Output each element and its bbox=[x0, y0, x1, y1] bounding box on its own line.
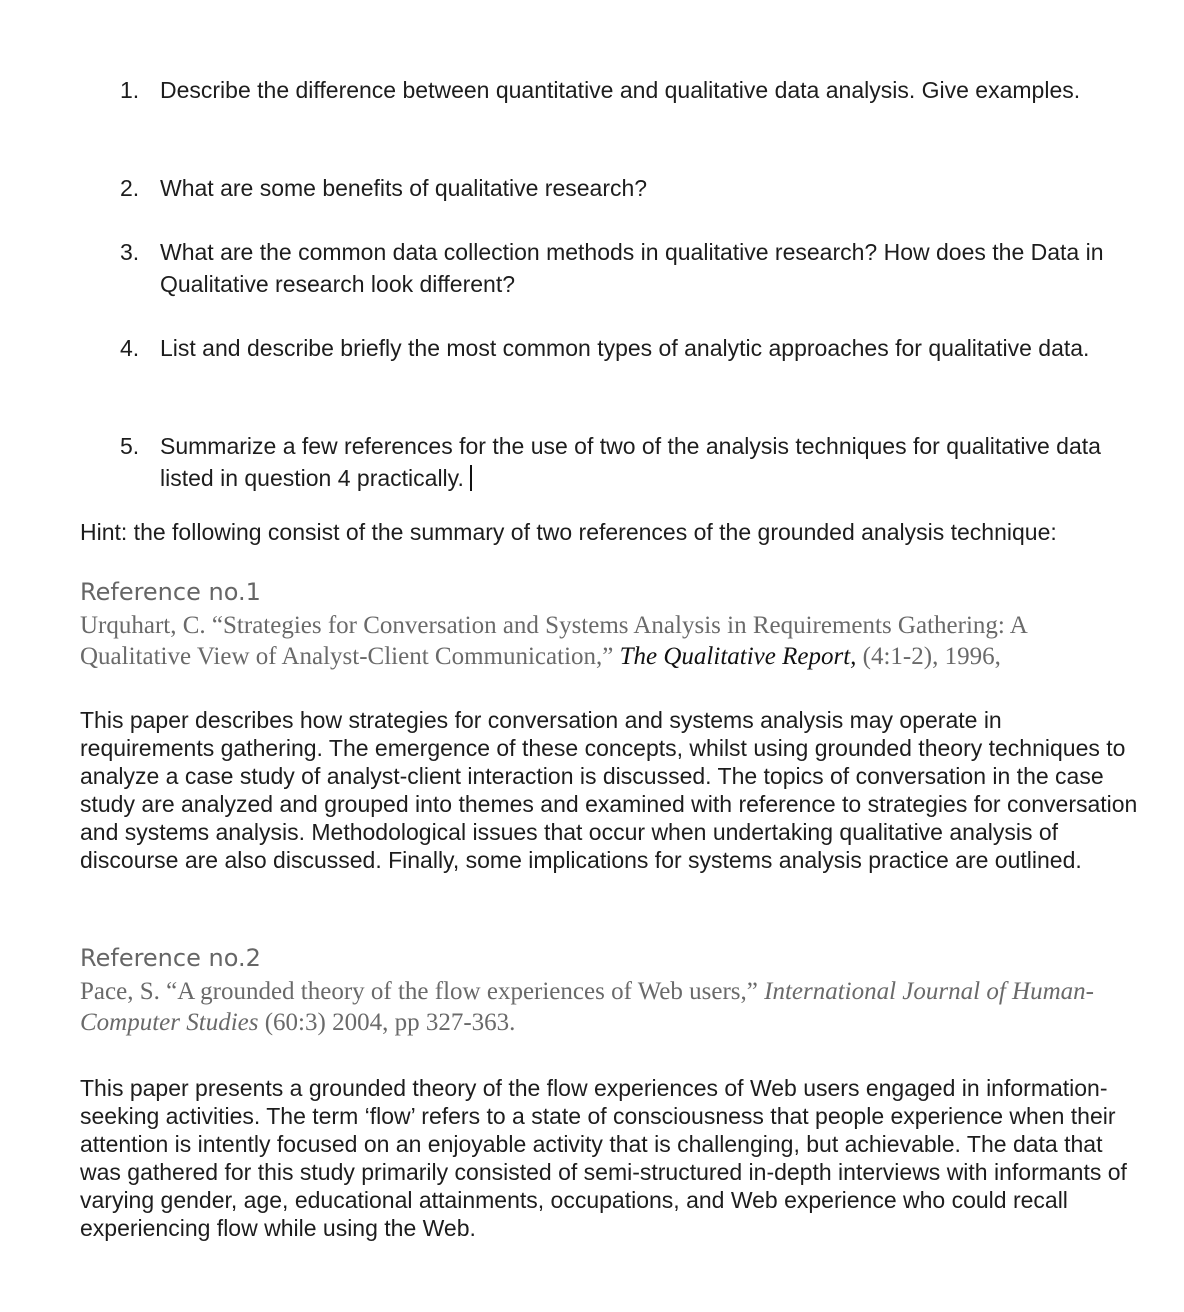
question-number: 1. bbox=[120, 77, 140, 103]
citation-details: (4:1-2), 1996, bbox=[856, 643, 1001, 670]
question-number: 2. bbox=[120, 175, 140, 201]
question-number: 4. bbox=[120, 335, 140, 361]
question-text[interactable]: List and describe briefly the most common types of analytic approaches for qualitative data. bbox=[160, 335, 1090, 361]
text-cursor bbox=[470, 465, 472, 491]
question-number: 3. bbox=[120, 239, 140, 265]
reference-abstract-2[interactable]: This paper presents a grounded theory of the flow experiences of Web users engaged in information-seeking activities. The term ‘flow’ refers to a state of consciousness that people experience when their attention is intently focused on an enjoyable activity that is challenging, but achievable. The data that was gathered for this study primarily consisted of semi-structured in-depth interviews with informants of varying gender, age, educational attainments, occupations, and Web experience who could recall experiencing flow while using the Web. bbox=[80, 1075, 1127, 1241]
citation-journal: International Journal of Human-Computer Studies bbox=[80, 978, 1094, 1036]
reference-abstract-1[interactable]: This paper describes how strategies for conversation and systems analysis may operate in requirements gathering. The emergence of these concepts, whilst using grounded theory techniques to analyze a case study of analyst-client interaction is discussed. The topics of conversation in the case study are analyzed and grouped into themes and examined with reference to strategies for conversation and systems analysis. Methodological issues that occur when undertaking qualitative analysis of discourse are also discussed. Finally, some implications for systems analysis practice are outlined. bbox=[80, 707, 1138, 873]
question-text[interactable]: Summarize a few references for the use of two of the analysis techniques for qualitative data listed in question 4 practically. bbox=[160, 433, 1101, 491]
question-text[interactable]: What are the common data collection methods in qualitative research? How does the Data in Qualitative research look different? bbox=[160, 239, 1104, 297]
question-text[interactable]: Describe the difference between quantitative and qualitative data analysis. Give examples. bbox=[160, 77, 1081, 103]
citation-journal: The Qualitative Report, bbox=[619, 643, 857, 670]
reference-heading-1[interactable]: Reference no.1 bbox=[80, 578, 261, 606]
citation-text: Pace, S. “A grounded theory of the flow experiences of Web users,” bbox=[80, 978, 765, 1005]
question-text-5-wrapper[interactable] bbox=[160, 430, 1120, 494]
reference-heading-2[interactable]: Reference no.2 bbox=[80, 944, 261, 972]
reference-citation-1[interactable] bbox=[80, 610, 1130, 672]
question-item-3 bbox=[120, 236, 1120, 300]
question-item-4 bbox=[120, 332, 1120, 364]
citation-text: Urquhart, C. “Strategies for Conversation and Systems Analysis in Requirements Gathering: A Qualitative View of Analyst-Client Communication,” bbox=[80, 612, 1027, 670]
hint-text[interactable]: Hint: the following consist of the summary of two references of the grounded analysis technique: bbox=[80, 519, 1057, 545]
citation-details: (60:3) 2004, pp 327-363. bbox=[258, 1009, 516, 1036]
question-item-2 bbox=[120, 172, 1120, 204]
question-item-5 bbox=[120, 430, 1120, 494]
reference-citation-2[interactable] bbox=[80, 976, 1130, 1038]
question-number: 5. bbox=[120, 433, 140, 459]
question-text[interactable]: What are some benefits of qualitative research? bbox=[160, 175, 648, 201]
question-item-1 bbox=[120, 74, 1120, 106]
